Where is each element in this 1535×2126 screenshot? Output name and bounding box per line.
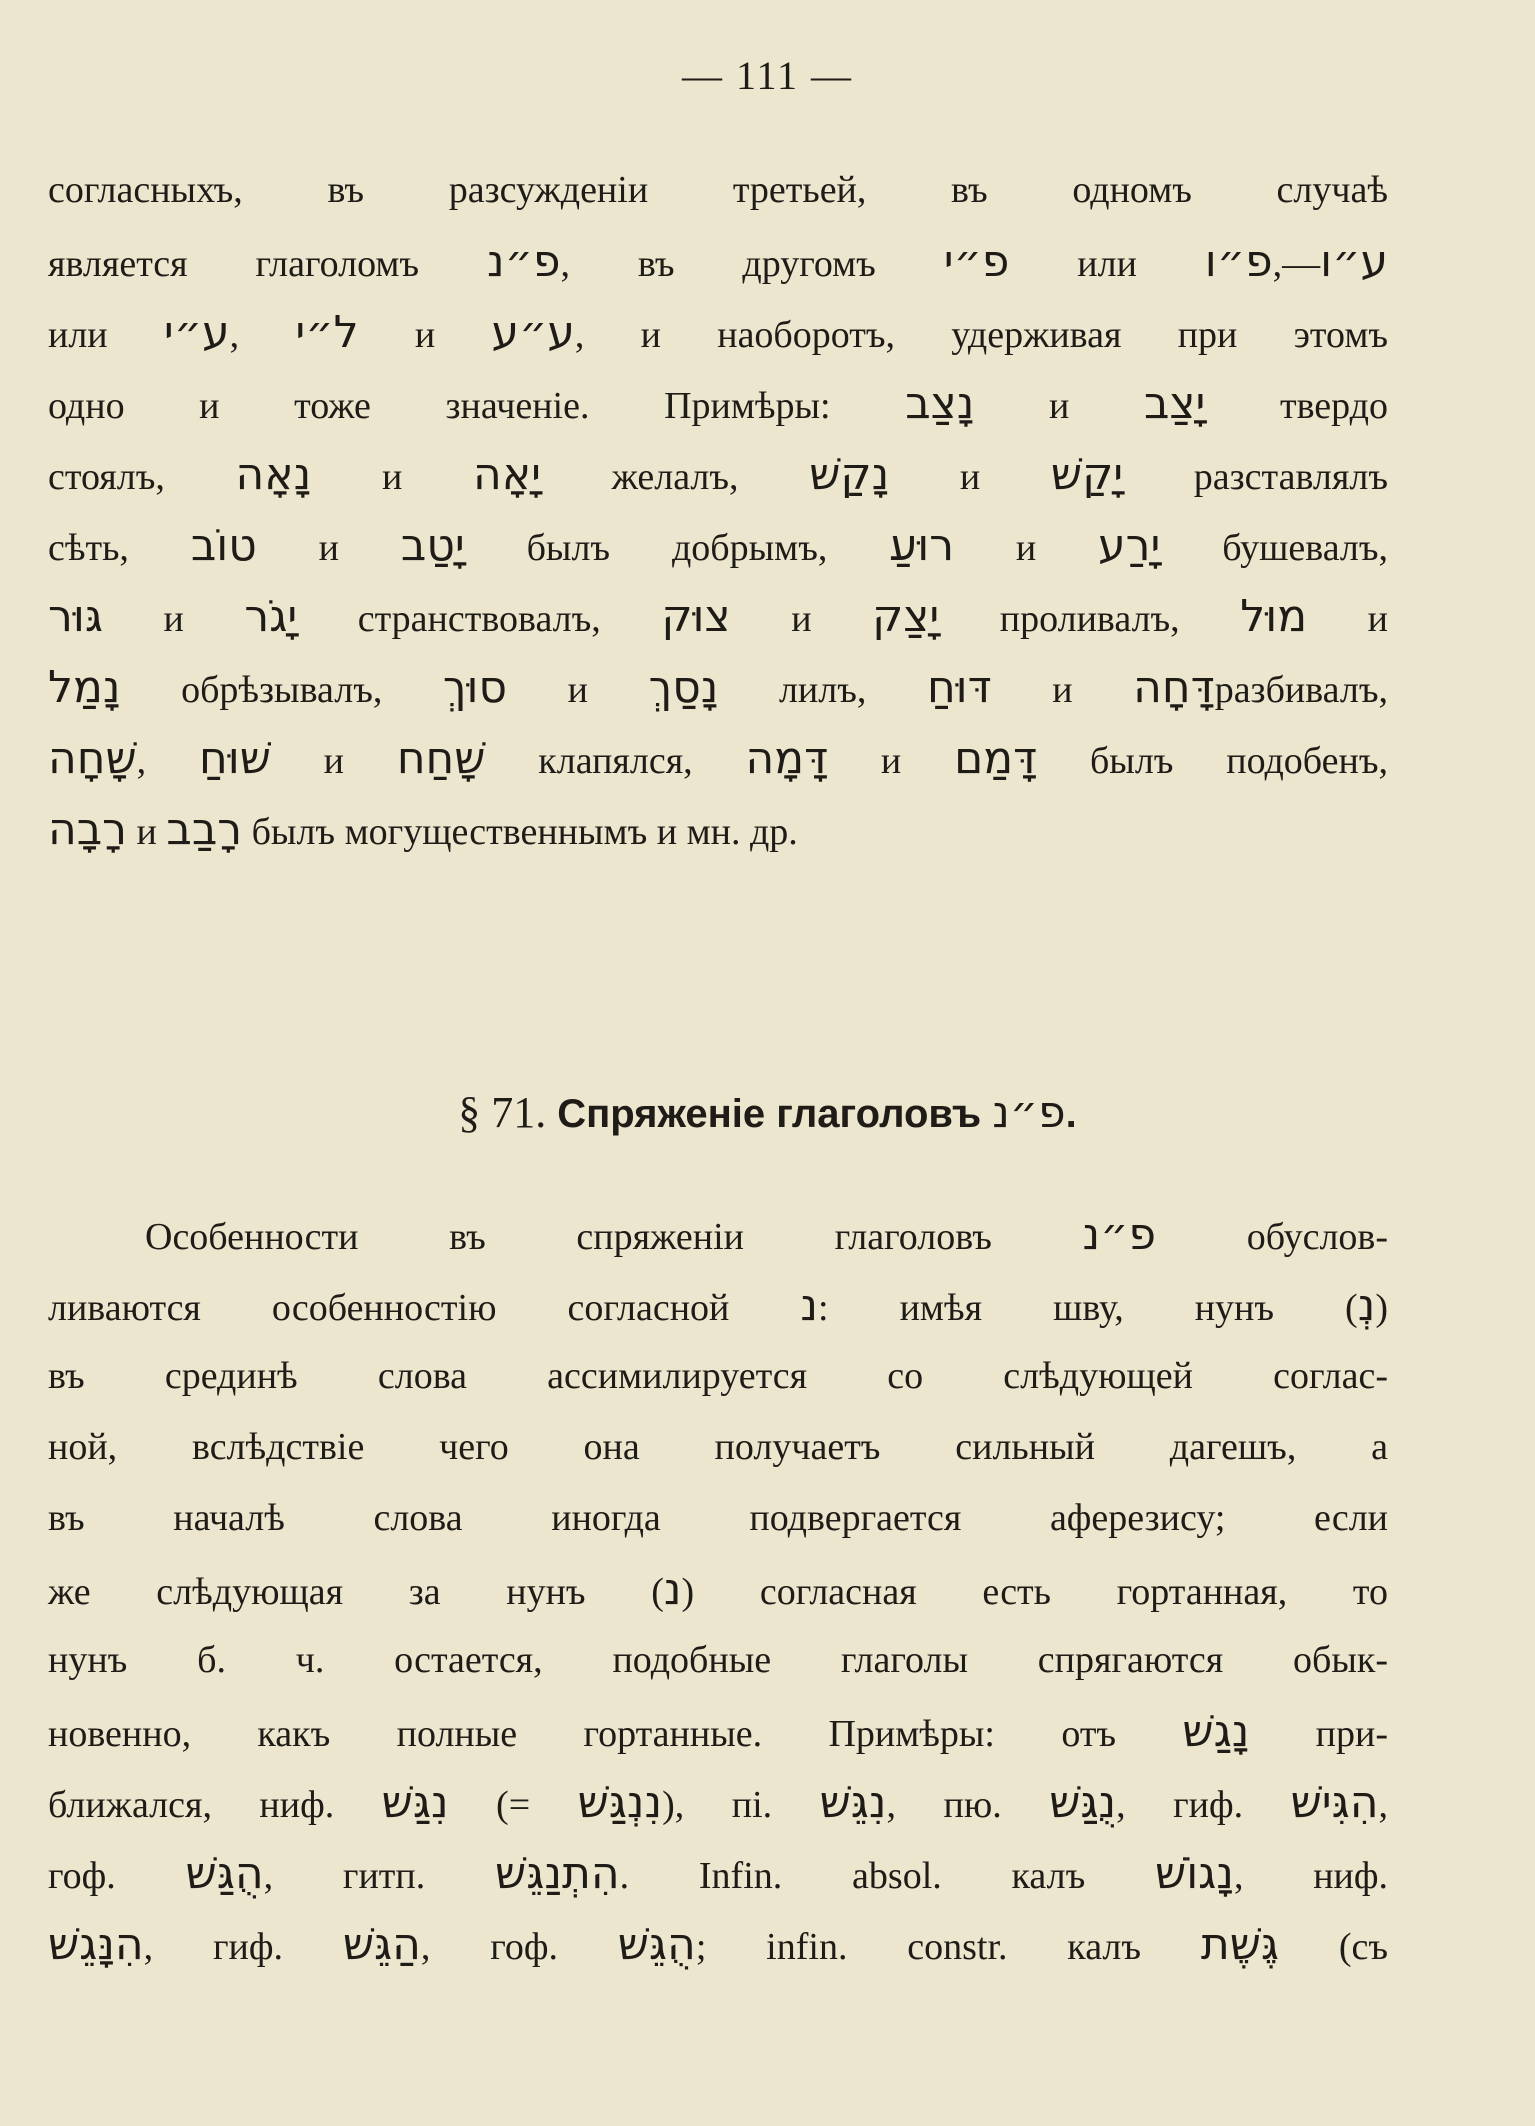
text-line [48,1341,1388,1412]
text-segment: желалъ, [540,456,810,498]
hebrew-word: הִתְנַגֵּשׁ [495,1848,620,1899]
text-line [48,581,1388,652]
text-segment: сѣть, [48,527,191,569]
text-segment: обуслов- [1156,1216,1389,1258]
hebrew-word: רָבָה [48,804,128,855]
text-line [48,1483,1388,1554]
text-segment: , гитп. [263,1855,496,1897]
text-line [48,1199,1388,1270]
text-segment: былъ могущественнымъ и мн. др. [242,811,798,853]
text-segment: и [730,598,873,640]
text-line [48,1554,1388,1625]
text-segment: и [974,385,1144,427]
text-segment: и [1307,598,1388,640]
text-segment: одно и тоже значеніе. Примѣры: [48,385,906,427]
hebrew-word: דָּמַם [954,733,1038,784]
hebrew-word: יָאָה [472,449,541,500]
hebrew-word: נָמַל [48,662,121,713]
text-segment: , [136,740,199,782]
text-line [48,1270,1388,1341]
text-line [48,297,1388,368]
hebrew-word: נָצַב [905,378,975,429]
text-segment: въ срединѣ слова ассимилируется со слѣдующей соглас- [48,1355,1388,1397]
hebrew-word: שָׁחָה [48,733,137,784]
text-segment: былъ добрымъ, [464,527,890,569]
hebrew-word: נ [800,1280,819,1331]
text-segment: и [889,456,1051,498]
paragraph-examples [48,155,1388,865]
hebrew-word: צוּק [661,591,731,642]
hebrew-word: נָאָה [235,449,312,500]
text-segment: Особенности въ спряженіи глаголовъ [145,1216,1083,1258]
text-segment: и [102,598,245,640]
text-segment: клапялся, [485,740,746,782]
hebrew-word: יָקַשׁ [1050,449,1124,500]
text-segment: былъ подобенъ, [1037,740,1388,782]
text-segment: и [256,527,401,569]
text-line [48,155,1388,226]
hebrew-word: נָקַשׁ [809,449,890,500]
hebrew-word: נָגַשׁ [1182,1706,1250,1757]
text-segment: разставлялъ [1123,456,1388,498]
text-segment: ) [1375,1287,1388,1329]
hebrew-word: ע״ע [491,307,575,358]
hebrew-word: נ [663,1564,682,1615]
text-segment: стоялъ, [48,456,236,498]
text-line [48,1909,1388,1980]
section-title-end: . [1065,1092,1077,1136]
text-segment: ), пі. [662,1784,820,1826]
hebrew-word: שׁוּחַ [198,733,271,784]
hebrew-word: נִגַּשׁ [381,1777,449,1828]
hebrew-word: הִגִּישׁ [1290,1777,1379,1828]
hebrew-word: פ״ו [1204,236,1273,287]
text-segment: и [311,456,473,498]
text-segment: и [507,669,649,711]
hebrew-word: הֻגַּשׁ [185,1848,264,1899]
text-segment: ) согласная есть гортанная, то [681,1571,1388,1613]
text-line [48,723,1388,794]
text-line [48,794,1388,865]
hebrew-word: ע״י [163,307,230,358]
text-segment: лилъ, [718,669,927,711]
text-segment: является глаголомъ [48,243,487,285]
text-line [48,439,1388,510]
hebrew-word: ע״ו [1320,236,1389,287]
text-line [48,1767,1388,1838]
hebrew-word: רוּעַ [889,520,955,571]
text-segment: : имѣя шву, нунъ ( [818,1287,1358,1329]
section-title: Спряженіе глаголовъ [557,1092,982,1136]
text-segment: , и наоборотъ, удерживая при этомъ [574,314,1389,356]
text-segment: ливаются особенностію согласной [48,1287,801,1329]
hebrew-word: פ״י [943,236,1010,287]
text-segment: , гиф. [143,1926,343,1968]
hebrew-word: יָרַע [1098,520,1161,571]
text-segment: или [48,314,164,356]
text-segment: разбивалъ, [1214,669,1388,711]
text-segment: въ началѣ слова иногда подвергается аферезису; если [48,1497,1388,1539]
hebrew-word: פ״נ [486,236,561,287]
text-segment: при- [1249,1713,1388,1755]
section-heading [0,1083,1535,1144]
hebrew-word: ל״י [295,307,359,358]
hebrew-word: נְ [1357,1280,1376,1331]
hebrew-word: גּוּר [48,591,103,642]
hebrew-word: דָּחָה [1133,662,1215,713]
hebrew-word: יָטַב [400,520,465,571]
text-segment: или [1009,243,1205,285]
text-line [48,226,1388,297]
text-segment: гоф. [48,1855,186,1897]
hebrew-word: הֻגֵּשׁ [617,1919,696,1970]
text-segment: , ниф. [1233,1855,1389,1897]
hebrew-word: גֶּשֶׁת [1200,1919,1280,1970]
text-segment: и [828,740,955,782]
text-segment: новенно, какъ полные гортанные. Примѣры: отъ [48,1713,1183,1755]
text-segment: и [954,527,1099,569]
hebrew-word: יָגֹר [244,591,298,642]
text-segment: ,— [1272,243,1321,285]
text-segment: (= [448,1784,578,1826]
hebrew-word: שָׁחַח [396,733,486,784]
hebrew-word: נִגֵּשׁ [819,1777,887,1828]
text-line [48,368,1388,439]
hebrew-word: דּוּחַ [926,662,992,713]
text-segment: , [1378,1784,1388,1826]
text-segment: , гоф. [420,1926,618,1968]
text-segment: странствовалъ, [297,598,662,640]
hebrew-word: פ״נ [1082,1209,1157,1260]
hebrew-word: רָבַב [166,804,243,855]
hebrew-word: טוֹב [190,520,257,571]
text-segment: согласныхъ, въ разсужденіи третьей, въ одномъ случаѣ [48,169,1388,211]
hebrew-word: דָּמָה [745,733,829,784]
paragraph-conjugation [48,1199,1388,1980]
text-line [48,1412,1388,1483]
text-segment: же слѣдующая за нунъ ( [48,1571,664,1613]
text-segment: , гиф. [1116,1784,1291,1826]
text-segment: и [991,669,1134,711]
text-segment: ближался, ниф. [48,1784,382,1826]
hebrew-word: יָצַק [872,591,940,642]
hebrew-word: יָצַב [1143,378,1206,429]
text-segment: ; infin. constr. калъ [695,1926,1201,1968]
hebrew-word: נָגוֹשׁ [1155,1848,1234,1899]
text-line [48,510,1388,581]
hebrew-word: הַגֵּשׁ [342,1919,421,1970]
text-segment: и [127,811,167,853]
text-line [48,1625,1388,1696]
text-segment: бушевалъ, [1160,527,1389,569]
text-segment: обрѣзывалъ, [120,669,443,711]
text-segment: и [270,740,397,782]
text-segment: проливалъ, [939,598,1241,640]
text-line [48,652,1388,723]
text-line [48,1696,1388,1767]
text-segment: . Infin. absol. калъ [619,1855,1156,1897]
hebrew-word: מוּל [1240,591,1308,642]
hebrew-word: הִנָּגֵשׁ [48,1919,144,1970]
section-number: § 71. [458,1088,547,1137]
text-segment: , въ другомъ [560,243,944,285]
section-title-hebrew: פ״נ [992,1087,1066,1138]
text-segment: и [358,314,492,356]
hebrew-word: נָסַךְ [648,662,719,713]
text-segment: , пю. [886,1784,1050,1826]
text-line [48,1838,1388,1909]
text-segment: (съ [1279,1926,1389,1968]
hebrew-word: נֻגַּשׁ [1049,1777,1117,1828]
page-number: — 111 — [681,53,854,98]
hebrew-word: נִנְגַּשׁ [577,1777,663,1828]
text-segment: , [229,314,296,356]
text-segment: нунъ б. ч. остается, подобные глаголы спрягаются обык- [48,1639,1388,1681]
text-segment: твердо [1205,385,1388,427]
hebrew-word: סוּךְ [442,662,508,713]
text-segment: ной, вслѣдствіе чего она получаетъ сильный дагешъ, а [48,1426,1388,1468]
